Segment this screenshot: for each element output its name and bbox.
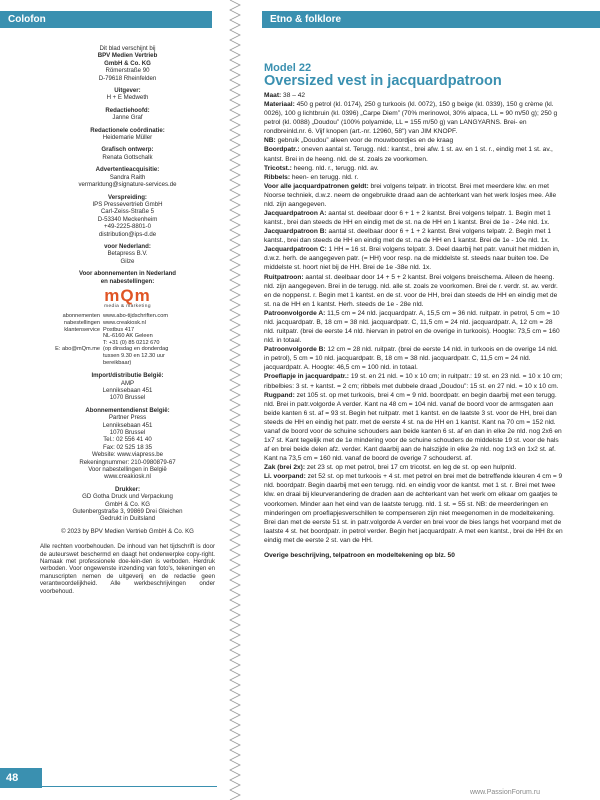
watermark: www.PassionForum.ru — [470, 789, 541, 796]
instruction-label: Materiaal: — [264, 101, 295, 109]
instruction-label: Proeflapje in jacquardpatr.: — [264, 373, 350, 381]
redactie-block: Redactiehoofd: Janne Graf — [105, 106, 150, 122]
instruction-label: Boordpatr.: — [264, 146, 300, 154]
uitgever-block: Uitgever: H + E Medweth — [106, 87, 149, 102]
instruction-label: Li. voorpand: — [264, 473, 306, 481]
instruction-paragraph — [264, 145, 564, 163]
instruction-paragraph — [264, 227, 564, 245]
instruction-text: 12 cm = 28 nld. ruitpatr. (brei de eerste 14 nld. in turkoois en de overige 14 nld. in petrol), 5 cm = 10 nld. jacquardpatr. B, 18 cm = 38 nld. jacquardpatr. C, 11,5 cm = 24 nld. jacquardpatr. A. Hoogte: 46,5 cm = 100 nld. in totaal. — [264, 346, 558, 372]
instruction-paragraph — [264, 182, 564, 209]
contact-value: (op dinsdag en donderdag — [103, 346, 169, 353]
abonnementen-nl-block: Voor abonnementen in Nederland en nabestellingen: — [78, 270, 177, 285]
colofon-column — [40, 45, 215, 595]
copyright-notice: © 2023 by BPV Medien Vertrieb GmbH & Co. KG — [61, 527, 194, 535]
legal-notice: Alle rechten voorbehouden. De inhoud van het tijdschrift is door de auteurswet beschermd en daagt het onderwerpke copy-right. Namaak met professionele doe-lein-den is verboden. Herdruk verboden. Voor ongewenste inzending van foto's, tekeningen en manuscripten nemen de uitgeverij en de redactie geen verantwoordelijkheid. Alle werkbeschrijvingen onder voorbehoud. — [40, 543, 215, 595]
grafisch-block: Grafisch ontwerp: Renata Gottschalk — [101, 146, 154, 161]
contact-key: nabestellingen — [63, 319, 100, 326]
abonnement-be-block: Abonnementendienst België: Partner Press Lenniksebaan 451 1070 Brussel Tel.: 02 556 41 40 Fax: 02 525 18 35 Website: www.viapress.be Rekeningnummer: 210-0980879-67 Voor nabestellingen in België www.creakiosk.nl — [79, 406, 176, 481]
instruction-label: Zak (brei 2x): — [264, 464, 306, 472]
instruction-paragraph — [264, 100, 564, 136]
instruction-paragraph — [264, 391, 564, 464]
drukker-block: Drukker: GD Gotha Druck und Verpackung GmbH & Co. KG Gutenbergstraße 3, 99869 Drei Gleichen Gedrukt in Duitsland — [72, 485, 183, 523]
instruction-paragraph — [264, 91, 564, 100]
instruction-label: Ribbels: — [264, 173, 291, 181]
contact-value: NL-6160 AK Geleen — [103, 333, 153, 340]
contact-key: klantenservice — [64, 326, 100, 333]
contact-key: abonnementen — [62, 313, 100, 320]
article-title: Oversized vest in jacquardpatroon — [264, 73, 502, 89]
continuation-note: Overige beschrijving, telpatroon en modeltekening op blz. 50 — [264, 551, 455, 559]
instruction-label: NB: — [264, 137, 276, 145]
instruction-text: heen- en terugg. nld. r. — [290, 173, 359, 181]
instruction-text: aantal st. deelbaar door 6 + 1 + 2 kantst. Brei volgens telpatr. 1. Begin met 1 kantst., brei dan steeds de HH en eindig met de st. na de HH en 1 kantst. Brei de 1e - 24e nld. 1x. — [264, 210, 551, 227]
instruction-label: Maat: — [264, 92, 282, 99]
contact-key — [40, 333, 100, 340]
import-be-block: Import/distributie België: AMP Lenniksebaan 451 1070 Brussel — [91, 372, 164, 402]
page-number: 48 — [0, 768, 42, 788]
model-number: Model 22 — [264, 62, 312, 74]
instruction-text: gebruik „Doudou” alleen voor de mouwboordjes en de kraag — [275, 137, 454, 145]
verspreiding-block: Verspreiding: IPS Pressevertrieb GmbH Carl-Zeiss-Straße 5 D-53340 Meckenheim +49-2225-8801-0 distribution@ips-d.de — [92, 193, 163, 238]
footer-rule — [42, 786, 217, 787]
contact-key: E: abo@mQm.me — [55, 346, 100, 353]
coordinatie-block: Redactionele coördinatie: Heidemarie Müller — [90, 126, 165, 142]
instruction-label: Patroonvolgorde B: — [264, 346, 326, 354]
instruction-paragraph — [264, 309, 564, 345]
instruction-text: oneven aantal st. Terugg. nld.: kantst., brei afw. 1 st. av. en 1 st. r., eindig met 1 st. av., kantst. Brei in de heeng. nld. de st. zoals ze voorkomen. — [264, 146, 553, 163]
contact-value: www.creakiosk.nl — [103, 319, 146, 326]
instruction-label: Ruitpatroon: — [264, 273, 304, 281]
instruction-paragraph — [264, 472, 564, 545]
instruction-paragraph — [264, 164, 564, 173]
instruction-text: 19 st. en 21 nld. = 10 x 10 cm; in ruitpatr.: 19 st. en 23 nld. = 10 x 10 cm; ribbelbies: 3 st. + kantst. = 2 cm; ribbels met dubbele draad „Doudou”: 15 st. en 27 nld. = 10 x 10 cm. — [264, 373, 563, 390]
publisher-block: Dit blad verschijnt bij BPV Medien Vertrieb GmbH & Co. KG Römerstraße 90 D-79618 Rheinfelden — [97, 45, 158, 82]
advertentie-block: Advertentieacquisitie: Sandra Raith vermarktung@signature-services.de — [78, 166, 177, 189]
instruction-paragraph — [264, 173, 564, 182]
instruction-label: Voor alle jacquardpatronen geldt: — [264, 182, 369, 190]
mqm-logo: mQm media & marketing — [104, 285, 151, 309]
instruction-paragraph — [264, 372, 564, 390]
instruction-paragraph — [264, 245, 564, 272]
instruction-text: zet 105 st. op met turkoois, brei 4 cm = 9 nld. boordpatr. en begin daarbij met een terugg. nld. Brei in patr.volgorde A verder. Kant na 48 cm = 104 nld. vanaf de boord voor de armsgaten aan beide kanten 6 st. af = 93 st. Begin het ruitpatr. met 1 kantst. en de laatste 3 st. voor de HH, brei dan steeds de HH en eindig het patr. met de eerste 4 st. na de HH en 1 kantst. Kant na 70 cm = 152 nld. vanaf de boord voor de schuine schouders aan beide kanten 6 st. af en dan in elke 2e nld. nog 2x6 en 1x7 st. Kant tegelijk met de 1e mindering voor de schuine schouders de middelste 19 st. voor de hals af en brei beide delen afz. verder. Kant daarbij aan de halszijde in elke 2e nld. nog 1x3 en 1x2 st. af. Kant na 73,5 cm = 160 nld. vanaf de boord de overige 7 schouderst. af. — [264, 391, 562, 463]
instruction-text: brei volgens telpatr. in tricotst. Brei met meerdere klw. en met Noorse techniek, d.w.z. neem de ongebruikte draad aan de achterkant van het werk losjes mee. Alle nld. zijn aangegeven. — [264, 182, 557, 208]
instruction-label: Patroonvolgorde A: — [264, 309, 326, 317]
contact-value: www.abo-tijdschriften.com — [103, 313, 168, 320]
zigzag-divider — [228, 0, 242, 800]
instruction-paragraph — [264, 345, 564, 372]
contact-value: tussen 9.30 en 12.30 uur — [103, 352, 165, 359]
instruction-paragraph — [264, 136, 564, 145]
nederland-block: voor Nederland: Betapress B.V. Gilze — [104, 242, 151, 265]
instruction-text: zet 52 st. op met turkoois + 4 st. met petrol en brei met de betreffende kleuren 4 cm = 9 nld. boordpatr. Begin daarbij met een terugg. nld. en eindig voor de kantst. met 1 st. r. Brei met twee klw. en draai bij kleurverandering de draden aan de achterkant van het werk om elkaar om gaatjes te voorkomen. Minder aan het eind van de laatste terugg. nld. 1 st. = 55 st. NB: de meerderingen en minderingen om proeflapjesverschillen te compenseren zijn niet meegenomen in de modeltekening. Brei dan met de eerste 51 st. in patr.volgorde A verder en brei voor de bies langs het voorpand met de laatste 4 st. het boordpatr. in petrol verder. Begin het jacquardpatr. A met een kantst., brei de HH 8x en eindig met de eerste 2 st. van de HH. — [264, 473, 563, 544]
instruction-text: aantal st. deelbaar door 6 + 1 + 2 kantst. Brei volgens telpatr. 2. Begin met 1 kantst., brei dan steeds de HH en eindig met de st. na de HH en 1 kantst. Brei de 1e - 10e nld. 1x. — [264, 228, 551, 245]
instruction-paragraph — [264, 209, 564, 227]
instruction-label: Tricotst.: — [264, 164, 292, 172]
contact-grid — [40, 313, 215, 366]
instruction-text: 11,5 cm = 24 nld. jacquardpatr. A, 15,5 cm = 36 nld. ruitpatr. in petrol, 5 cm = 10 nld. jacquardpatr. B, 18 cm = 38 nld. jacquardpatr. C, 11,5 cm = 24 nld. jacquardpatr. A, 12 cm = 28 nld. ruitpatr. (brei de eerste 14 nld. hiervan in petrol en de overige in turkoois). Hoogte: 73,5 cm = 160 nld. in totaal. — [264, 309, 560, 345]
instruction-paragraph — [264, 463, 564, 472]
instruction-label: Rugpand: — [264, 391, 295, 399]
contact-value: bereikbaar) — [103, 359, 132, 366]
instruction-label: Jacquardpatroon A: — [264, 210, 327, 218]
instruction-label: Jacquardpatroon B: — [264, 228, 327, 236]
instruction-text: 38 – 42 — [281, 92, 306, 99]
contact-key — [40, 353, 100, 360]
section-header-category: Etno & folklore — [262, 11, 600, 28]
section-header-colofon: Colofon — [0, 11, 212, 28]
instructions-body — [264, 91, 564, 545]
instruction-paragraph — [264, 273, 564, 309]
instruction-text: 1 HH = 16 st. Brei volgens telpatr. 3. Deel daarbij het patr. vanuit het midden in, d.w.z. herh. de aangegeven patr. (= HH) voor resp. na de middelste st. steeds naar buiten toe. De middelste st. hoort niet bij de HH. Brei de 1e -38e nld. 1x. — [264, 246, 560, 272]
contact-value: T: +31 (0) 85 0212 670 — [103, 339, 160, 346]
contact-key — [40, 360, 100, 367]
instruction-label: Jacquardpatroon C: — [264, 246, 327, 254]
instruction-text: 450 g petrol (kl. 0174), 250 g turkoois (kl. 0072), 150 g beige (kl. 0339), 150 g crème (kl. 0026), 100 g lichtbruin (kl. 0396) „Carpe Diem” (70% merinowol, 30% alpaca, LL = 90 m/50 g); 250 g petrol (kl. 0088) „Doudou” (100% polyamide, LL = 155 m/50 g) van LANGYARNS. Brei- en rondbreinld.nr. 6. Vijf knopen (art.-nr. 12960, 58") van JIM KNOPF. — [264, 101, 558, 136]
article-column — [264, 63, 564, 560]
instruction-text: heeng. nld. r., terugg. nld. av. — [291, 164, 379, 172]
instruction-text: zet 23 st. op met petrol, brei 17 cm tricotst. en leg de st. op een hulpnld. — [305, 464, 517, 472]
instruction-text: aantal st. deelbaar door 14 + 5 + 2 kantst. Brei volgens breischema. Alleen de heeng. nld. zijn aangegeven. Brei in de terugg. nld. alle st. zoals ze voorkomen. Brei de r. verdr. st. av. verdr. en de noppenst. r. Begin met 1 kantst. en de st. voor de HH, brei dan steeds de HH en eindig met de st. na de HH en 1 kantst. Herh. steeds de 1e - 28e nld. — [264, 273, 558, 308]
contact-value: Postbus 417 — [103, 326, 135, 333]
contact-key — [40, 340, 100, 347]
